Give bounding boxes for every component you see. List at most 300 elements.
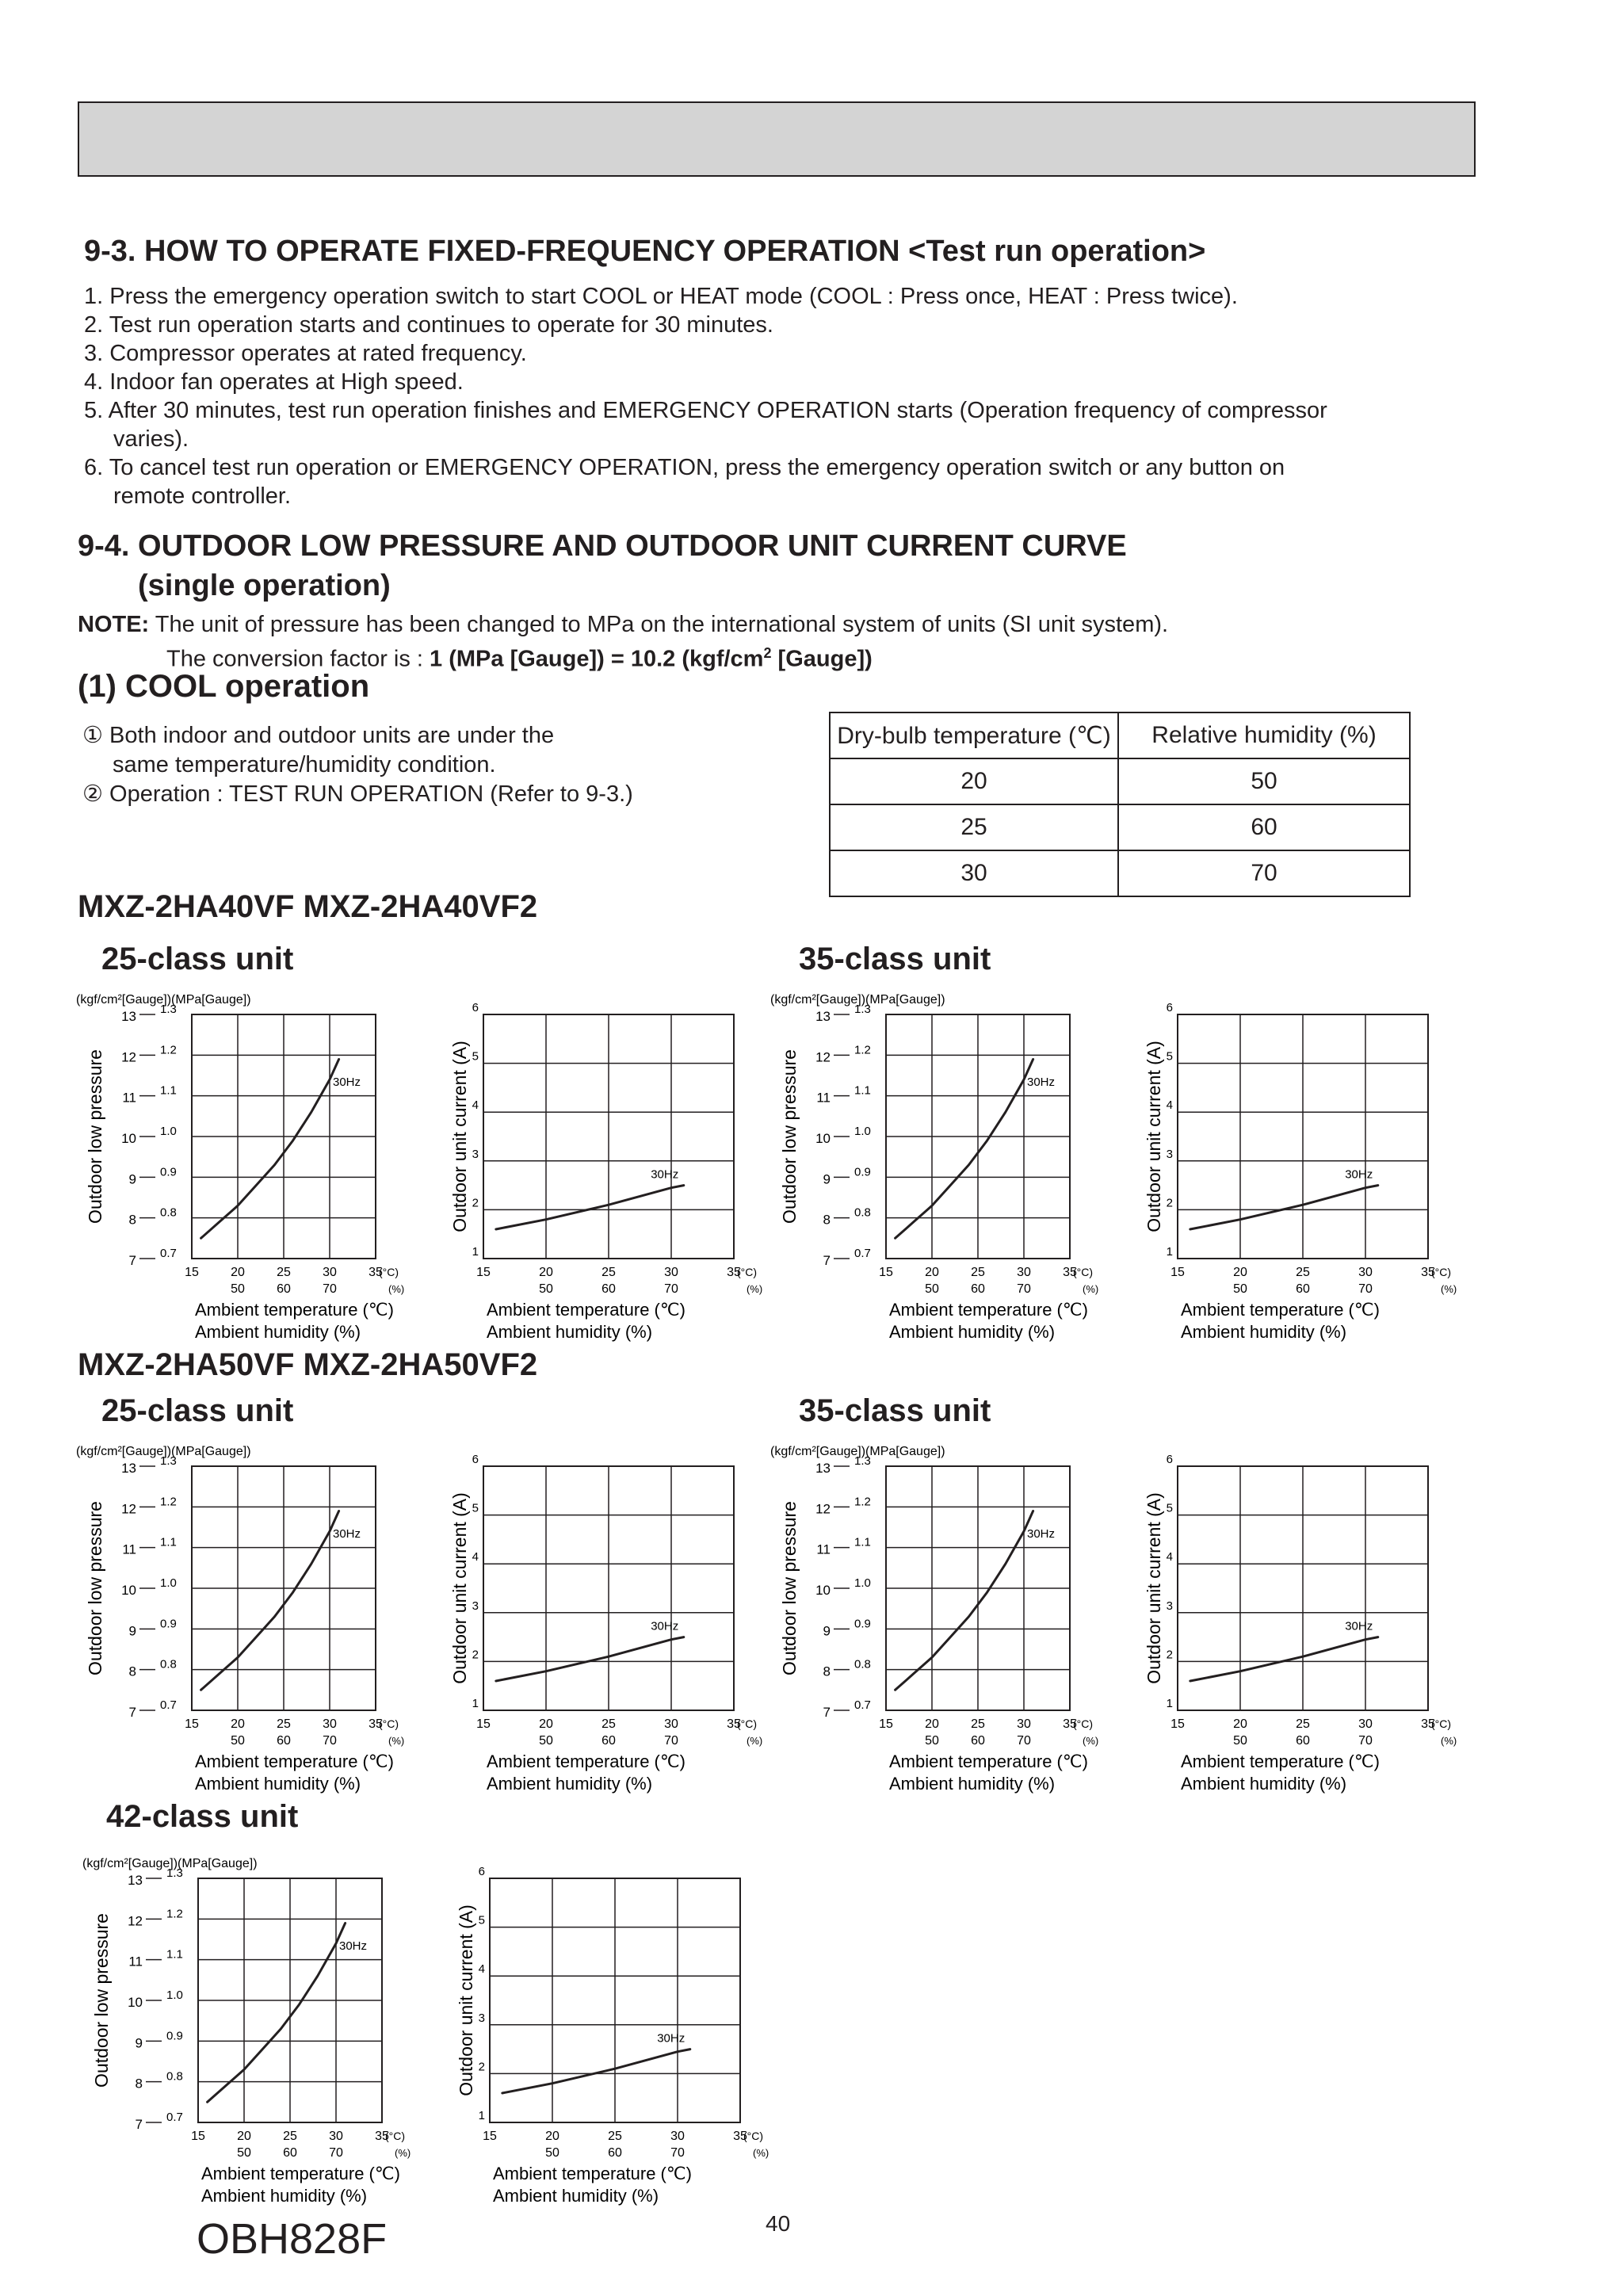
y-tick-label-kgf: 12 [128,1913,143,1929]
x-tick-label-temp: 25 [971,1266,985,1279]
header-bar [78,101,1476,177]
step-4-text: 4. Indoor fan operates at High speed. [84,369,464,395]
x-unit-percent: (%) [1441,1735,1457,1747]
x-tick-label-temp: 15 [1170,1266,1185,1279]
y-tick-label-mpa: 0.8 [166,2069,183,2084]
x-tick-label-humidity: 70 [1358,1734,1373,1748]
current-chart [449,1453,762,1794]
step-5-continuation: varies). [113,426,189,452]
x-unit-percent: (%) [747,1735,763,1747]
x-tick-label-temp: 25 [601,1266,616,1279]
x-tick-label-humidity: 70 [323,1282,337,1296]
y-tick-label-mpa: 0.9 [854,1165,871,1179]
x-tick-label-humidity: 50 [1233,1282,1247,1296]
test-run-steps [84,282,1327,510]
x-tick-label-temp: 15 [476,1717,491,1731]
y-tick-label-kgf: 7 [128,1705,136,1720]
note-line [78,610,1168,639]
model-heading-group-2: MXZ-2HA50VF MXZ-2HA50VF2 [78,1347,538,1382]
conversion-formula-sup: 2 [763,645,772,661]
class-title-g1-25: 25-class unit [101,942,294,976]
conversion-prefix: The conversion factor is : [166,646,423,672]
pressure-chart [82,1857,411,2206]
x-unit-celsius: (°C) [379,1266,399,1278]
chart-pair-g1-25 [76,988,763,1342]
x-unit-percent: (%) [1083,1735,1099,1747]
y-tick-label-kgf: 10 [121,1131,136,1146]
x-tick-label-humidity: 60 [277,1734,291,1748]
y-tick-label-kgf: 12 [815,1049,831,1065]
current-chart [456,1865,769,2206]
class-title-g2-25: 25-class unit [101,1393,294,1428]
current-y-axis-label: Outdoor unit current (A) [449,1492,470,1684]
x-tick-label-humidity: 70 [329,2146,343,2160]
x-tick-label-temp: 35 [375,2130,389,2143]
current-chart [1144,1453,1457,1794]
x-unit-celsius: (°C) [1073,1266,1094,1278]
chart-pair-svg [82,1851,769,2224]
x-unit-percent: (%) [388,1735,405,1747]
x-tick-label-temp: 20 [1233,1266,1247,1279]
y-tick-label-kgf: 10 [815,1583,831,1598]
y-tick-label-current: 1 [478,2109,485,2122]
x-tick-label-temp: 35 [1421,1266,1435,1279]
y-tick-label-mpa: 1.2 [854,1043,871,1057]
x-tick-label-humidity: 70 [323,1734,337,1748]
x-tick-label-humidity: 50 [925,1734,939,1748]
x-tick-label-temp: 15 [879,1717,893,1731]
x-tick-label-temp: 20 [545,2130,559,2143]
y-tick-label-kgf: 12 [815,1501,831,1517]
series-label-30hz: 30Hz [1345,1619,1373,1633]
section-9-4-title: 9-4. OUTDOOR LOW PRESSURE AND OUTDOOR UNIT CURRENT CURVE [78,529,1127,563]
y-tick-label-mpa: 1.2 [166,1907,183,1921]
table-header-row [830,712,1410,758]
pressure-unit-label: (kgf/cm²[Gauge])(MPa[Gauge]) [770,1445,945,1458]
chart-pair-svg [76,988,763,1360]
x-tick-label-humidity: 70 [664,1282,678,1296]
y-tick-label-mpa: 0.9 [166,2029,183,2043]
x-tick-label-humidity: 60 [277,1282,291,1296]
series-line-30hz [201,1060,339,1239]
y-tick-label-current: 6 [472,1001,479,1014]
y-tick-label-mpa: 1.0 [166,1988,183,2002]
x-unit-celsius: (°C) [737,1266,758,1278]
y-tick-label-current: 2 [472,1196,479,1210]
y-tick-label-current: 3 [472,1599,479,1613]
x-tick-label-temp: 30 [670,2130,685,2143]
y-tick-label-mpa: 0.7 [854,1698,871,1712]
x-tick-label-humidity: 60 [971,1282,985,1296]
x-tick-label-temp: 35 [1063,1717,1077,1731]
y-tick-label-current: 6 [1166,1453,1173,1466]
step-3 [84,339,1327,368]
current-y-axis-label: Outdoor unit current (A) [1144,1492,1164,1684]
x-axis-label-temperature: Ambient temperature (℃) [889,1752,1088,1771]
y-tick-label-mpa: 0.8 [854,1205,871,1220]
x-tick-label-temp: 30 [329,2130,343,2143]
y-tick-label-mpa: 0.9 [854,1617,871,1631]
x-tick-label-humidity: 60 [1296,1734,1310,1748]
x-tick-label-temp: 20 [1233,1717,1247,1731]
table-cell: 30 [830,850,1118,896]
x-tick-label-humidity: 60 [601,1734,616,1748]
x-tick-label-humidity: 70 [664,1734,678,1748]
pressure-unit-label: (kgf/cm²[Gauge])(MPa[Gauge]) [76,1445,251,1458]
x-tick-label-temp: 15 [879,1266,893,1279]
table-cell: 60 [1118,804,1410,850]
y-tick-label-mpa: 1.2 [854,1495,871,1509]
y-tick-label-mpa: 1.0 [160,1576,177,1590]
y-tick-label-mpa: 0.7 [854,1247,871,1260]
x-tick-label-humidity: 60 [608,2146,622,2160]
x-tick-label-temp: 25 [608,2130,622,2143]
x-tick-label-temp: 15 [185,1266,199,1279]
y-tick-label-mpa: 1.0 [854,1125,871,1138]
y-tick-label-kgf: 11 [122,1541,136,1557]
x-tick-label-temp: 20 [925,1266,939,1279]
x-tick-label-temp: 15 [476,1266,491,1279]
x-axis-label-humidity: Ambient humidity (%) [1181,1322,1347,1342]
pressure-chart [770,1445,1098,1794]
y-tick-label-mpa: 0.7 [166,2111,183,2124]
x-tick-label-temp: 20 [539,1717,553,1731]
x-axis-label-humidity: Ambient humidity (%) [487,1322,653,1342]
section-9-4-subtitle: (single operation) [138,569,391,602]
y-tick-label-current: 6 [478,1865,485,1878]
y-tick-label-mpa: 0.9 [160,1165,177,1179]
y-tick-label-mpa: 1.1 [160,1083,177,1098]
x-axis-label-humidity: Ambient humidity (%) [493,2186,659,2206]
x-unit-celsius: (°C) [1431,1717,1452,1730]
x-tick-label-humidity: 50 [539,1734,553,1748]
y-tick-label-current: 6 [472,1453,479,1466]
y-tick-label-mpa: 1.2 [160,1043,177,1057]
x-unit-percent: (%) [753,2147,769,2159]
y-tick-label-current: 1 [1166,1245,1173,1259]
series-label-30hz: 30Hz [333,1526,361,1541]
y-tick-label-kgf: 8 [128,1664,136,1679]
series-line-30hz [496,1186,684,1229]
current-y-axis-label: Outdoor unit current (A) [1144,1041,1164,1232]
y-tick-label-mpa: 1.3 [160,1003,177,1016]
table-cell: 25 [830,804,1118,850]
pressure-unit-label: (kgf/cm²[Gauge])(MPa[Gauge]) [770,993,945,1007]
y-tick-label-current: 4 [1166,1098,1173,1113]
condition-2: ② Operation : TEST RUN OPERATION (Refer to 9-3.) [82,781,633,807]
current-y-axis-label: Outdoor unit current (A) [456,1904,476,2096]
y-tick-label-kgf: 12 [121,1501,136,1517]
x-axis-label-temperature: Ambient temperature (℃) [1181,1300,1380,1320]
x-tick-label-temp: 30 [664,1717,678,1731]
series-label-30hz: 30Hz [1027,1075,1056,1089]
x-tick-label-temp: 25 [601,1717,616,1731]
x-tick-label-temp: 20 [231,1717,245,1731]
note-text: The unit of pressure has been changed to MPa on the international system of units (SI unit system). [155,612,1169,637]
cool-operation-title: (1) COOL operation [78,669,370,704]
y-tick-label-current: 4 [478,1962,485,1977]
x-tick-label-temp: 20 [539,1266,553,1279]
x-tick-label-humidity: 60 [971,1734,985,1748]
x-axis-label-humidity: Ambient humidity (%) [1181,1774,1347,1794]
series-line-30hz [896,1511,1033,1690]
y-tick-label-mpa: 1.2 [160,1495,177,1509]
y-tick-label-current: 3 [472,1147,479,1161]
table-row [830,758,1410,804]
x-tick-label-temp: 35 [369,1717,383,1731]
step-2 [84,311,1327,339]
chart-pair-svg [76,1439,763,1812]
y-tick-label-kgf: 7 [823,1253,831,1268]
y-tick-label-kgf: 11 [128,1954,143,1969]
x-axis-label-temperature: Ambient temperature (℃) [493,2164,692,2183]
x-tick-label-humidity: 50 [231,1734,245,1748]
x-tick-label-temp: 15 [185,1717,199,1731]
x-unit-celsius: (°C) [1431,1266,1452,1278]
chart-pair-svg [770,988,1457,1360]
x-unit-percent: (%) [1441,1283,1457,1295]
conversion-formula-a: 1 (MPa [Gauge]) = 10.2 (kgf/cm [430,646,764,672]
x-tick-label-temp: 30 [1358,1717,1373,1731]
x-tick-label-humidity: 60 [283,2146,297,2160]
x-tick-label-temp: 25 [277,1717,291,1731]
series-label-30hz: 30Hz [651,1619,679,1633]
x-tick-label-humidity: 50 [1233,1734,1247,1748]
x-tick-label-temp: 25 [1296,1266,1310,1279]
y-tick-label-mpa: 1.1 [160,1535,177,1549]
y-tick-label-kgf: 7 [823,1705,831,1720]
y-tick-label-mpa: 0.9 [160,1617,177,1631]
x-axis-label-humidity: Ambient humidity (%) [201,2186,368,2206]
y-tick-label-current: 3 [1166,1599,1173,1613]
pressure-y-axis-label: Outdoor low pressure [779,1501,800,1675]
y-tick-label-mpa: 1.3 [166,1866,183,1880]
x-tick-label-temp: 20 [237,2130,251,2143]
y-tick-label-current: 3 [478,2011,485,2025]
x-tick-label-temp: 35 [1421,1717,1435,1731]
x-tick-label-temp: 25 [971,1717,985,1731]
x-axis-label-humidity: Ambient humidity (%) [195,1322,361,1342]
pressure-chart [76,993,404,1342]
y-tick-label-mpa: 0.8 [160,1657,177,1671]
y-tick-label-current: 6 [1166,1001,1173,1014]
x-tick-label-temp: 30 [323,1717,337,1731]
chart-pair-g1-35 [770,988,1457,1342]
step-5-text: 5. After 30 minutes, test run operation finishes and EMERGENCY OPERATION starts (Operation frequency of compressor [84,398,1327,423]
series-line-30hz [502,2050,690,2093]
y-tick-label-kgf: 10 [128,1995,143,2010]
x-tick-label-temp: 35 [1063,1266,1077,1279]
x-axis-label-temperature: Ambient temperature (℃) [201,2164,400,2183]
series-label-30hz: 30Hz [1027,1526,1056,1541]
y-tick-label-kgf: 7 [135,2117,143,2132]
y-tick-label-kgf: 9 [135,2035,143,2051]
pressure-chart [770,993,1098,1342]
table-cell: 20 [830,758,1118,804]
x-axis-label-temperature: Ambient temperature (℃) [1181,1752,1380,1771]
x-tick-label-temp: 25 [1296,1717,1310,1731]
x-tick-label-humidity: 60 [601,1282,616,1296]
x-tick-label-humidity: 60 [1296,1282,1310,1296]
x-tick-label-temp: 15 [191,2130,205,2143]
y-tick-label-kgf: 11 [122,1090,136,1106]
y-tick-label-kgf: 11 [816,1090,831,1106]
current-y-axis-label: Outdoor unit current (A) [449,1041,470,1232]
y-tick-label-kgf: 8 [823,1664,831,1679]
x-unit-celsius: (°C) [385,2130,406,2142]
y-tick-label-kgf: 8 [128,1212,136,1228]
y-tick-label-kgf: 9 [823,1623,831,1639]
x-unit-percent: (%) [395,2147,411,2159]
x-axis-label-temperature: Ambient temperature (℃) [889,1300,1088,1320]
condition-table [829,712,1411,897]
x-tick-label-humidity: 50 [545,2146,559,2160]
series-line-30hz [496,1637,684,1681]
x-tick-label-temp: 30 [664,1266,678,1279]
y-tick-label-mpa: 1.3 [160,1454,177,1468]
condition-1-line-2: same temperature/humidity condition. [113,752,496,777]
x-axis-label-temperature: Ambient temperature (℃) [487,1300,685,1320]
x-tick-label-humidity: 50 [925,1282,939,1296]
pressure-chart [76,1445,404,1794]
y-tick-label-kgf: 13 [815,1461,831,1476]
y-tick-label-current: 5 [478,1913,485,1927]
step-6 [84,453,1327,510]
y-tick-label-mpa: 0.8 [160,1205,177,1220]
current-chart [449,1001,762,1342]
step-5 [84,396,1327,453]
x-unit-celsius: (°C) [1073,1717,1094,1730]
x-tick-label-humidity: 50 [231,1282,245,1296]
x-tick-label-temp: 15 [1170,1717,1185,1731]
y-tick-label-kgf: 10 [121,1583,136,1598]
chart-pair-g2-25 [76,1439,763,1794]
x-unit-celsius: (°C) [379,1717,399,1730]
y-tick-label-current: 5 [472,1501,479,1515]
series-label-30hz: 30Hz [657,2031,685,2046]
x-tick-label-temp: 25 [277,1266,291,1279]
class-title-g3-42: 42-class unit [106,1799,299,1834]
x-tick-label-humidity: 50 [237,2146,251,2160]
x-tick-label-temp: 15 [483,2130,497,2143]
y-tick-label-kgf: 13 [128,1873,143,1888]
table-cell: 50 [1118,758,1410,804]
y-tick-label-current: 5 [472,1049,479,1064]
x-axis-label-temperature: Ambient temperature (℃) [487,1752,685,1771]
y-tick-label-kgf: 9 [128,1623,136,1639]
y-tick-label-current: 4 [472,1550,479,1564]
y-tick-label-kgf: 13 [121,1461,136,1476]
x-unit-celsius: (°C) [737,1717,758,1730]
x-axis-label-humidity: Ambient humidity (%) [195,1774,361,1794]
pressure-y-axis-label: Outdoor low pressure [85,1501,105,1675]
y-tick-label-mpa: 1.3 [854,1454,871,1468]
x-tick-label-temp: 35 [369,1266,383,1279]
step-1 [84,282,1327,311]
x-unit-percent: (%) [1083,1283,1099,1295]
pressure-unit-label: (kgf/cm²[Gauge])(MPa[Gauge]) [76,993,251,1007]
y-tick-label-current: 4 [1166,1550,1173,1564]
x-tick-label-temp: 30 [1358,1266,1373,1279]
series-label-30hz: 30Hz [339,1939,368,1953]
y-tick-label-current: 4 [472,1098,479,1113]
y-tick-label-mpa: 1.0 [160,1125,177,1138]
x-tick-label-temp: 30 [1017,1717,1031,1731]
pressure-unit-label: (kgf/cm²[Gauge])(MPa[Gauge]) [82,1857,258,1870]
y-tick-label-kgf: 10 [815,1131,831,1146]
step-1-text: 1. Press the emergency operation switch to start COOL or HEAT mode (COOL : Press once, HEAT : Press twice). [84,284,1238,309]
x-tick-label-temp: 30 [323,1266,337,1279]
y-tick-label-mpa: 0.7 [160,1247,177,1260]
current-chart [1144,1001,1457,1342]
y-tick-label-current: 2 [472,1648,479,1662]
x-tick-label-humidity: 70 [1017,1282,1031,1296]
x-axis-label-temperature: Ambient temperature (℃) [195,1752,394,1771]
chart-pair-svg [770,1439,1457,1812]
table-cell: 70 [1118,850,1410,896]
y-tick-label-mpa: 1.0 [854,1576,871,1590]
y-tick-label-kgf: 13 [815,1009,831,1024]
y-tick-label-current: 2 [478,2060,485,2074]
y-tick-label-current: 5 [1166,1501,1173,1515]
x-tick-label-humidity: 70 [670,2146,685,2160]
x-axis-label-humidity: Ambient humidity (%) [487,1774,653,1794]
y-tick-label-kgf: 13 [121,1009,136,1024]
conversion-formula-b: [Gauge]) [777,646,873,672]
y-tick-label-current: 1 [472,1245,479,1259]
x-tick-label-temp: 30 [1017,1266,1031,1279]
model-heading-group-1: MXZ-2HA40VF MXZ-2HA40VF2 [78,889,538,924]
x-axis-label-humidity: Ambient humidity (%) [889,1774,1056,1794]
pressure-y-axis-label: Outdoor low pressure [85,1049,105,1224]
series-line-30hz [896,1060,1033,1239]
y-tick-label-kgf: 12 [121,1049,136,1065]
y-tick-label-kgf: 11 [816,1541,831,1557]
step-4 [84,368,1327,396]
x-tick-label-temp: 20 [231,1266,245,1279]
y-tick-label-kgf: 7 [128,1253,136,1268]
y-tick-label-current: 1 [472,1697,479,1710]
series-label-30hz: 30Hz [651,1167,679,1182]
y-tick-label-kgf: 9 [823,1171,831,1187]
y-tick-label-current: 2 [1166,1196,1173,1210]
x-axis-label-temperature: Ambient temperature (℃) [195,1300,394,1320]
series-line-30hz [1190,1637,1378,1681]
table-row [830,850,1410,896]
y-tick-label-mpa: 1.1 [854,1535,871,1549]
x-tick-label-temp: 20 [925,1717,939,1731]
x-axis-label-humidity: Ambient humidity (%) [889,1322,1056,1342]
series-label-30hz: 30Hz [333,1075,361,1089]
pressure-y-axis-label: Outdoor low pressure [779,1049,800,1224]
y-tick-label-mpa: 1.3 [854,1003,871,1016]
note-label: NOTE: [78,612,150,637]
y-tick-label-kgf: 8 [823,1212,831,1228]
y-tick-label-kgf: 8 [135,2076,143,2092]
y-tick-label-mpa: 0.8 [854,1657,871,1671]
section-9-3-title: 9-3. HOW TO OPERATE FIXED-FREQUENCY OPERATION <Test run operation> [84,235,1206,268]
x-tick-label-temp: 35 [733,2130,747,2143]
x-tick-label-temp: 35 [727,1266,741,1279]
step-6-continuation: remote controller. [113,483,292,509]
y-tick-label-current: 1 [1166,1697,1173,1710]
x-tick-label-humidity: 70 [1017,1734,1031,1748]
class-title-g1-35: 35-class unit [799,942,991,976]
y-tick-label-current: 5 [1166,1049,1173,1064]
x-tick-label-temp: 25 [283,2130,297,2143]
table-row [830,804,1410,850]
y-tick-label-current: 3 [1166,1147,1173,1161]
